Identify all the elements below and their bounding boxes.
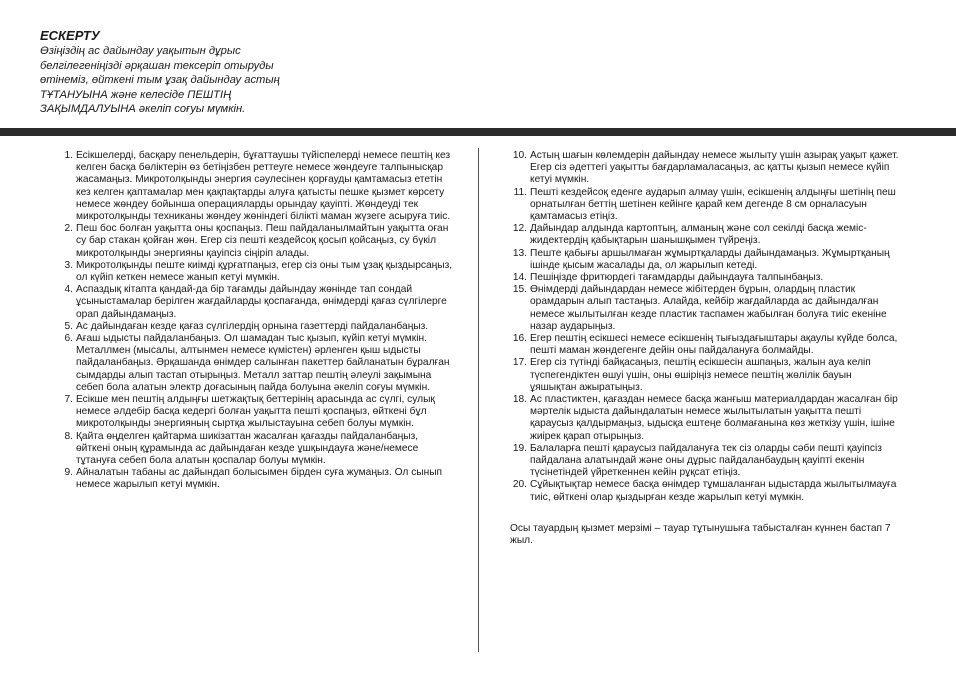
item-text: Балаларға пешті қараусыз пайдалануға тек сіз оларды сәби пешті қауіпсіз пайдалана алатындай және оны дұрыс пайдаланбаудың қауіпті екенін түсінетіндей үйреткеннен кейін рұқсат етіңіз. — [530, 442, 882, 479]
safety-item — [510, 479, 900, 503]
safety-item — [510, 394, 900, 443]
safety-item — [510, 333, 900, 357]
safety-item — [510, 248, 900, 272]
warning-block — [40, 28, 340, 117]
item-number: 13. — [512, 247, 527, 259]
safety-item — [60, 260, 455, 284]
safety-item — [510, 357, 900, 394]
service-life-note: Осы тауардың қызмет мерзімі – тауар тұтынушыға табысталған күннен бастап 7 жыл. — [510, 522, 891, 547]
item-text: Ас дайындаған кезде қағаз сүлгілердің орнына газеттерді пайдаланбаңыз. — [76, 320, 429, 332]
safety-item — [60, 467, 455, 491]
item-number: 2. — [64, 223, 73, 235]
item-text: Айналатын табаны ас дайындап болысымен бірден суға жумаңыз. Ол сынып немесе жарылып кетуі мүмкін. — [76, 467, 443, 491]
item-number: 17. — [512, 357, 527, 369]
safety-item — [510, 272, 900, 284]
item-number: 4. — [64, 284, 73, 296]
item-text: Пеш бос болған уақытта оны қоспаңыз. Пеш пайдаланылмайтын уақытта оған су бар стакан қойған жөн. Егер сіз пешті кездейсоқ қосып қойсаңыз, су бүкіл микротолқынды энергияны қауіпсіз сіңіріп алады. — [76, 223, 449, 259]
item-text: Сұйықтықтар немесе басқа өнімдер тұмшаланған ыдыстарда жылытылмауға тиіс, өйткені олар қыздырған кезде жарылып кетуі мүмкін. — [530, 479, 897, 503]
item-number: 19. — [512, 442, 527, 454]
safety-item — [510, 284, 900, 333]
item-text: Өнімдерді дайындардан немесе жібітерден бұрын, олардың пластик орамдарын алып тастаңыз. Алайда, кейбір жағдайларда ас дайындалған немесе жылытылған кезде пластик таспамен жабылған болуға тиіс екеніне назар аударыңыз. — [530, 284, 887, 332]
right-column — [510, 150, 900, 557]
item-number: 7. — [64, 394, 73, 406]
item-text: Ас пластиктен, қағаздан немесе басқа жанғыш материалдардан жасалған бір мәртелік ыдыста дайындалатын немесе жылытылатын уақытта пешті қараусыз қалдырмаңыз, ыдысқа ештеңе болмағанына көз жеткізу үшін, ішіне жиірек қарап отырыңыз. — [530, 394, 898, 442]
item-text: Есікше мен пештің алдыңғы шетжақтық беттерінің арасында ас сүлгі, сулық немесе әлдебір басқа кедергі болған уақытта пешті қоспаңыз, өйткені бұл микротолқынды энергияның сыртқа жылыстауына себеп болуы мүмкін. — [76, 394, 435, 430]
item-number: 1. — [64, 150, 73, 161]
safety-item — [60, 284, 455, 321]
warning-text: Өзіңіздің ас дайындау уақытын дұрыс белгілегеніңізді әрқашан тексеріп отыруды өтінеміз, өйткені тым ұзақ дайындау астың ТҰТАНУЫНА және келесіде ПЕШТІҢ ЗАҚЫМДАЛУЫНА әкеліп соғуы мүмкін. — [40, 45, 280, 116]
safety-item — [510, 443, 900, 480]
header-divider-bar — [0, 128, 956, 136]
item-number: 14. — [512, 272, 527, 284]
safety-item — [510, 223, 900, 247]
safety-item — [60, 333, 455, 394]
item-number: 16. — [512, 333, 527, 345]
item-number: 9. — [64, 467, 73, 479]
item-text: Пешіңізде фритюрдегі тағамдарды дайындауға талпынбаңыз. — [530, 272, 824, 284]
item-text: Астың шағын көлемдерін дайындау немесе жылыту үшін азырақ уақыт қажет. Егер сіз әдеттегі уақытты бағдарламаласаңыз, ас қатты қызып немесе күйіп кетуі мүмкін. — [530, 150, 899, 186]
item-text: Қайта өңделген қайтарма шикізаттан жасалған қағазды пайдаланбаңыз, өйткені оның құрамында ас дайындаған кезде ұшқындауға және/немесе тұтануға себеп бола алатын қоспалар болуы мүмкін. — [76, 430, 419, 467]
item-number: 8. — [64, 430, 73, 442]
safety-item — [60, 394, 455, 431]
safety-item — [60, 321, 455, 333]
item-number: 10. — [512, 150, 527, 161]
item-text: Ағаш ыдысты пайдаланбаңыз. Ол шамадан тыс қызып, күйіп кетуі мүмкін. Металлмен (мысалы, алтынмен немесе күмістен) әрленген қыш ыдысты пайдаланбаңыз. Әрқашанда өнімдер салынған пакеттер байланатын бұралған сымдарды алып тастап отырыңыз. Металл заттар пештің әлеулі зақымына себеп бола алатын электр доғасының пайда болуына әкеліп соғуы мүмкін. — [76, 333, 450, 393]
item-text: Егер пештің есікшесі немесе есікшенің тығыздағыштары ақаулы күйде болса, пешті маман жөндегенге дейін оны пайдалануға болмайды. — [530, 333, 898, 357]
item-number: 6. — [64, 333, 73, 345]
left-column — [60, 150, 455, 492]
item-number: 15. — [512, 284, 527, 296]
safety-item — [510, 150, 900, 187]
item-number: 5. — [64, 320, 73, 332]
item-text: Есікшелерді, басқару пенельдерін, бұғаттаушы түйіспелерді немесе пештің кез келген басқа бөліктерін өз бетіңізбен реттеуге немесе жөндеуге талпынысқар жасамаңыз. Микротолқынды энергия сәулесінен қорғауды қамтамасыз ететін кез келген қаптамалар мен қақпақтарды алуға қатысты пешке қызмет көрсету немесе жөндеу бойынша операцияларды орындау қауіпті. Жөндеуді тек микротолқынды техниканы жөндеу жөніндегі білікті маман жүзеге асыруға тиіс. — [76, 150, 451, 223]
item-text: Микротолқынды пеште киімді құрғатпаңыз, егер сіз оны тым ұзақ қыздырсаңыз, ол күйіп кеткен немесе жанып кетуі мүмкін. — [76, 259, 453, 284]
item-number: 11. — [513, 186, 527, 198]
column-divider — [478, 148, 479, 652]
item-number: 18. — [512, 394, 527, 406]
item-text: Пешті кездейсоқ еденге аударып алмау үшін, есікшенің алдыңғы шетінің пеш орнатылған беттің шетінен кейінге қарай кем дегенде 8 см орналасуын қамтамасыз етіңіз. — [530, 186, 896, 223]
safety-item — [510, 187, 900, 224]
item-text: Дайындар алдында картоптың, алманың және сол секілді басқа жеміс-жидектердің қабықтарын шанышқымен түйреңіз. — [530, 223, 867, 247]
item-number: 20. — [512, 479, 527, 491]
safety-item — [60, 431, 455, 468]
item-number: 3. — [64, 259, 73, 271]
safety-item — [60, 150, 455, 223]
safety-item — [60, 223, 455, 260]
item-text: Егер сіз түтінді байқасаңыз, пештің есікшесін ашпаңыз, жалын ауа келіп түспегендіктен өшуі үшін, оны өшіріңіз немесе пештің жөлілік бауын ұяшықтан ажыратыңыз. — [530, 357, 871, 393]
item-text: Пеште қабығы аршылмаған жұмыртқаларды дайындамаңыз. Жұмыртқаның ішінде қысым жасалады да, ол жарылып кетеді. — [530, 247, 890, 271]
item-text: Аспаздық кітапта қандай-да бір тағамды дайындау жөнінде тап сондай ұсыныстамалар берілген жағдайларды қоспағанда, өнімдерді қағаз сүлгілерге орап дайындамаңыз. — [76, 284, 447, 320]
item-number: 12. — [512, 223, 527, 235]
warning-title: ЕСКЕРТУ — [40, 28, 100, 43]
